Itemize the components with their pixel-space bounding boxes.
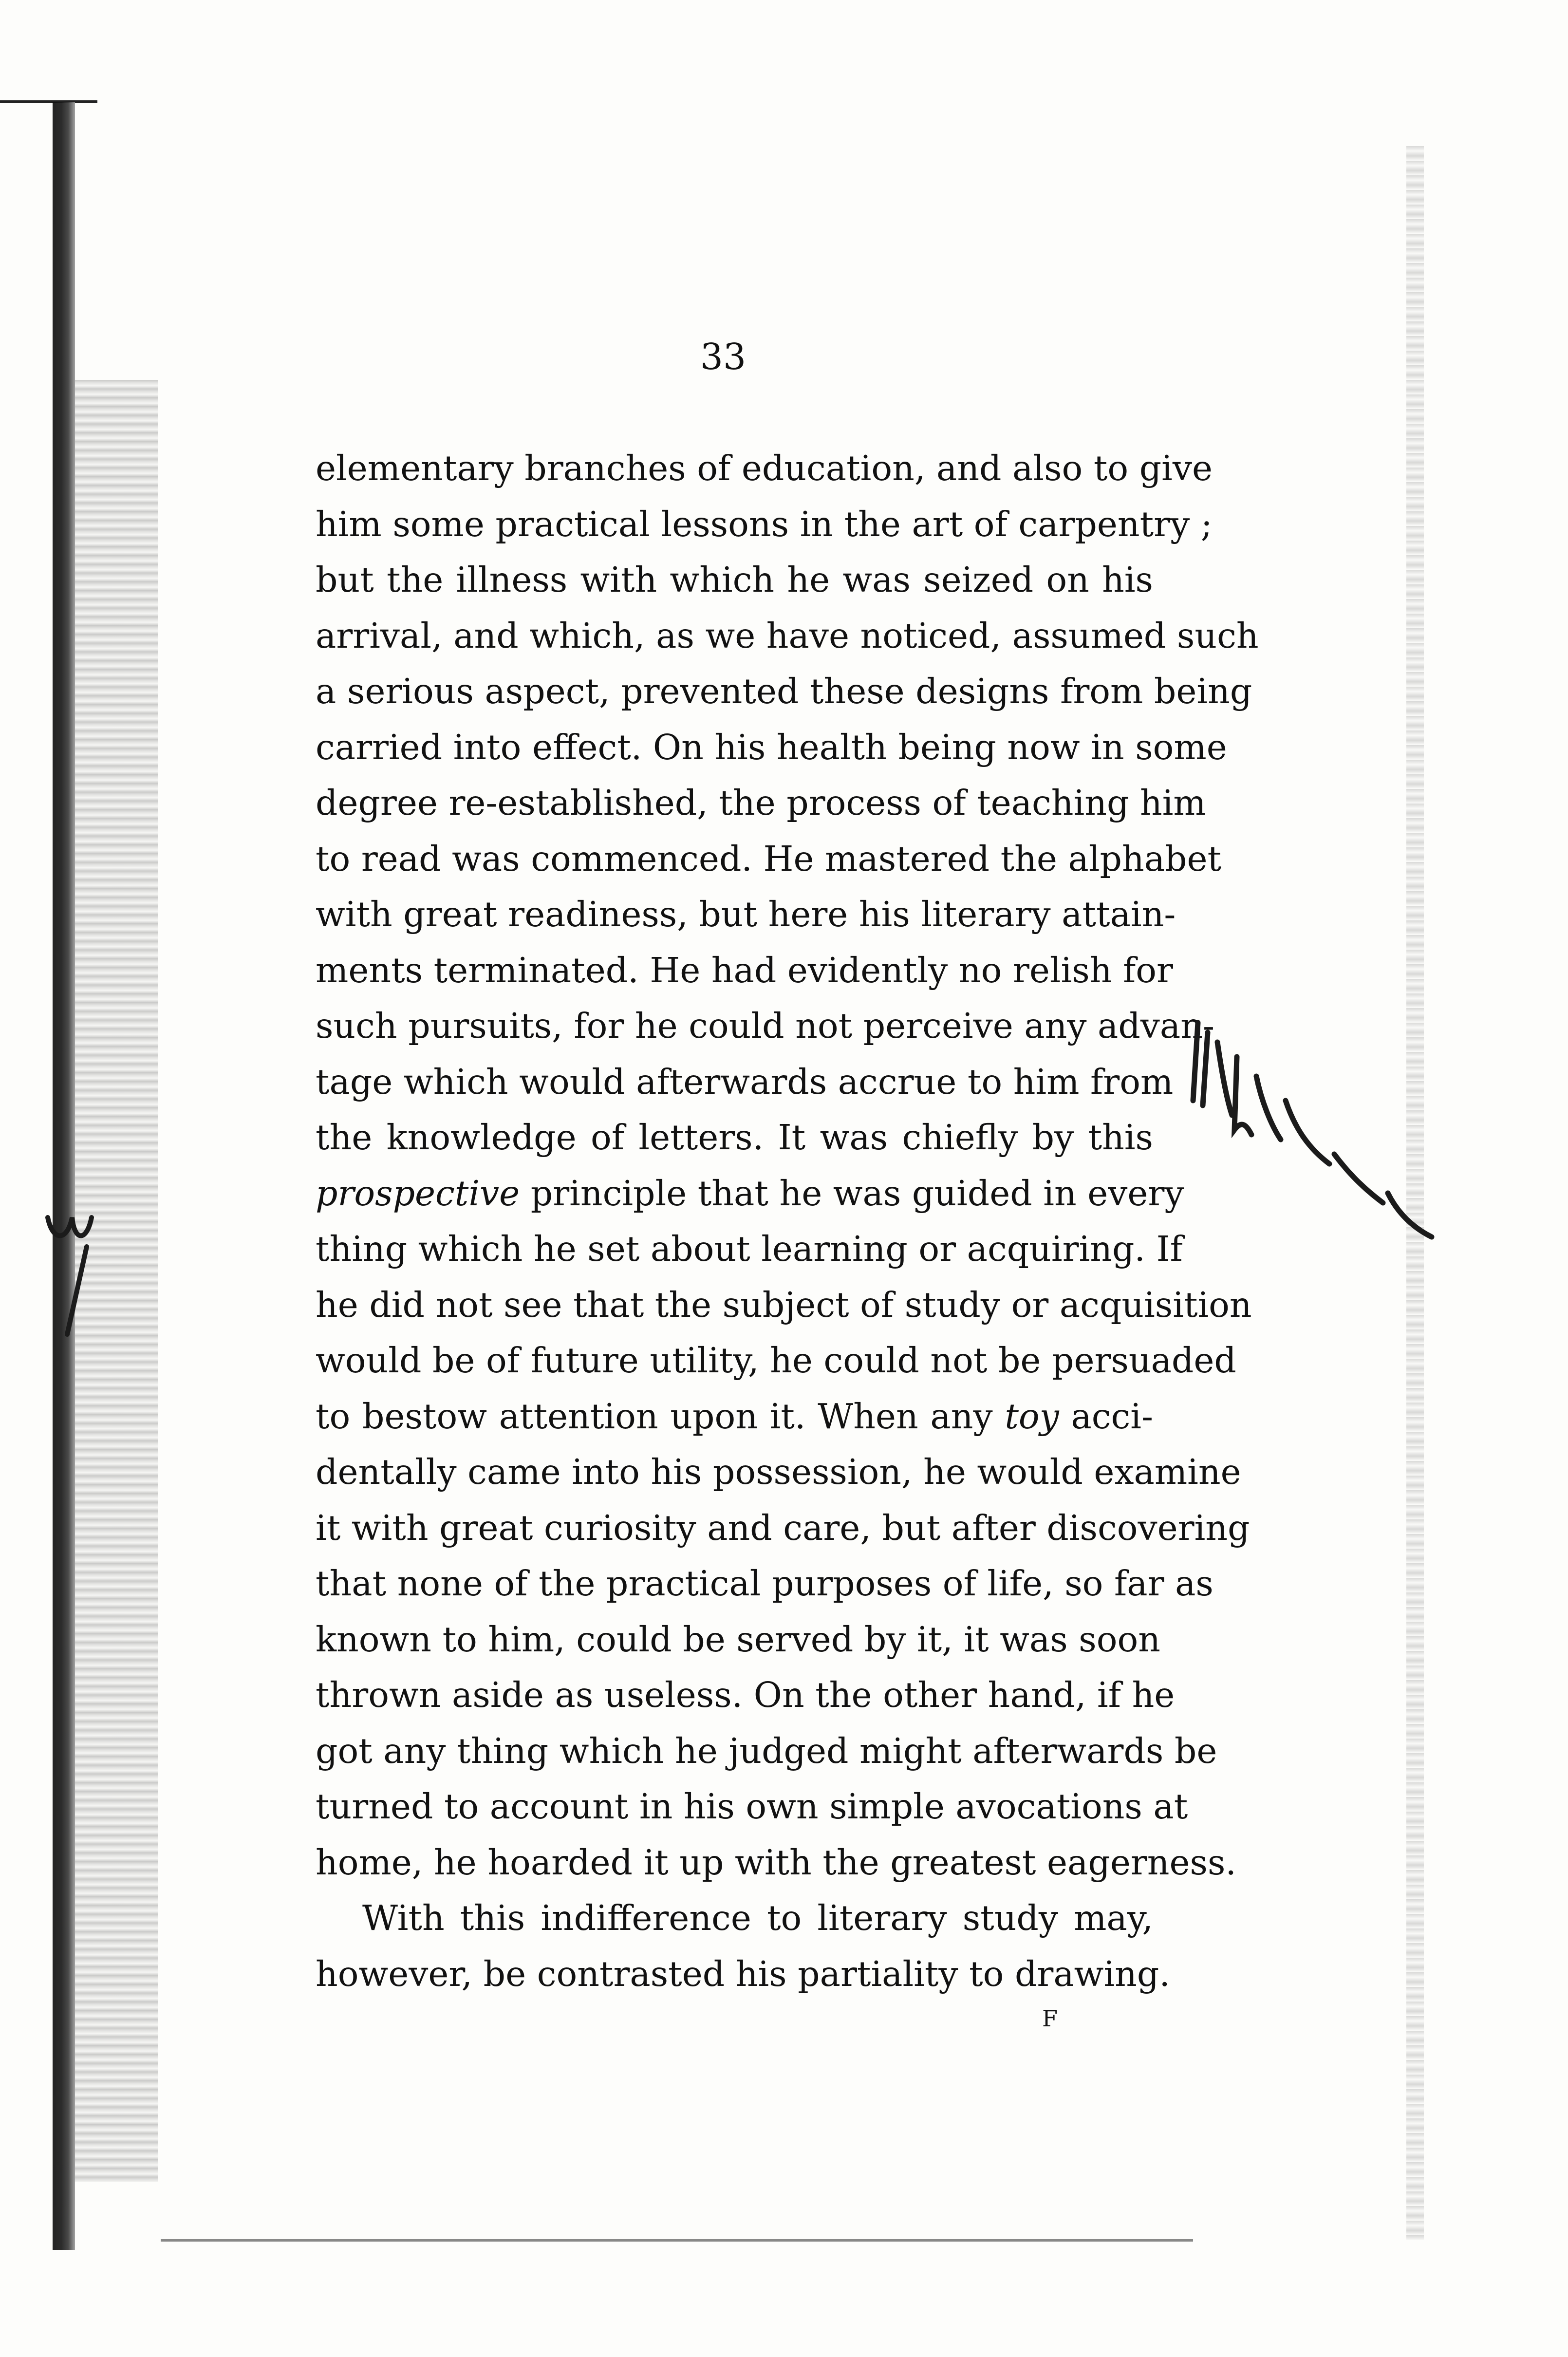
page-number: 33 <box>700 336 747 378</box>
text-line: known to him, could be served by it, it was soon <box>316 1619 1160 1660</box>
text-line: but the illness with which he was seized on his <box>316 560 1153 600</box>
text-line: turned to account in his own simple avocations at <box>316 1786 1188 1827</box>
text-line: he did not see that the subject of study or acquisition <box>316 1284 1252 1325</box>
margin-handwriting <box>38 1203 116 1349</box>
text-line: carried into effect. On his health being now in some <box>316 727 1227 767</box>
text-line: With this indifference to literary study may, <box>362 1898 1153 1938</box>
handwritten-annotation <box>1188 1003 1441 1295</box>
bottom-edge-rule <box>161 2239 1193 2242</box>
text-line: tage which would afterwards accrue to him from <box>316 1061 1174 1102</box>
text-line: arrival, and which, as we have noticed, assumed such <box>316 615 1259 656</box>
body-text <box>316 441 1259 2002</box>
top-edge-rule <box>0 100 97 103</box>
text-line: however, be contrasted his partiality to drawing. <box>316 1953 1170 1994</box>
text-line: elementary branches of education, and also to give <box>316 448 1213 488</box>
text-line: to read was commenced. He mastered the alphabet <box>316 838 1222 879</box>
text-line: such pursuits, for he could not perceive any advan- <box>316 1006 1214 1046</box>
text-line: got any thing which he judged might afterwards be <box>316 1730 1217 1771</box>
text-line: to bestow attention upon it. When any toy acci- <box>316 1396 1153 1437</box>
text-line: degree re-established, the process of teaching him <box>316 783 1206 823</box>
italic-word: toy <box>1005 1396 1059 1437</box>
text-line: thing which he set about learning or acquiring. If <box>316 1229 1183 1269</box>
text-line: a serious aspect, prevented these designs from being <box>316 671 1252 711</box>
text-line: the knowledge of letters. It was chiefly by this <box>316 1117 1153 1158</box>
text-line: dentally came into his possession, he would examine <box>316 1452 1241 1492</box>
text-line: home, he hoarded it up with the greatest eagerness. <box>316 1842 1236 1883</box>
binding-edge <box>53 102 75 2250</box>
text-line: would be of future utility, he could not be persuaded <box>316 1340 1236 1381</box>
text-line: thrown aside as useless. On the other hand, if he <box>316 1675 1175 1715</box>
text-line: ments terminated. He had evidently no relish for <box>316 950 1173 991</box>
text-line: it with great curiosity and care, but after discovering <box>316 1507 1250 1548</box>
italic-word: prospective <box>316 1173 520 1214</box>
signature-letter: F <box>1042 2005 1058 2032</box>
text-line: him some practical lessons in the art of carpentry ; <box>316 504 1213 544</box>
text-line: prospective principle that he was guided in every <box>316 1173 1184 1214</box>
text-line: with great readiness, but here his literary attain- <box>316 894 1176 935</box>
text-line: that none of the practical purposes of life, so far as <box>316 1563 1213 1604</box>
